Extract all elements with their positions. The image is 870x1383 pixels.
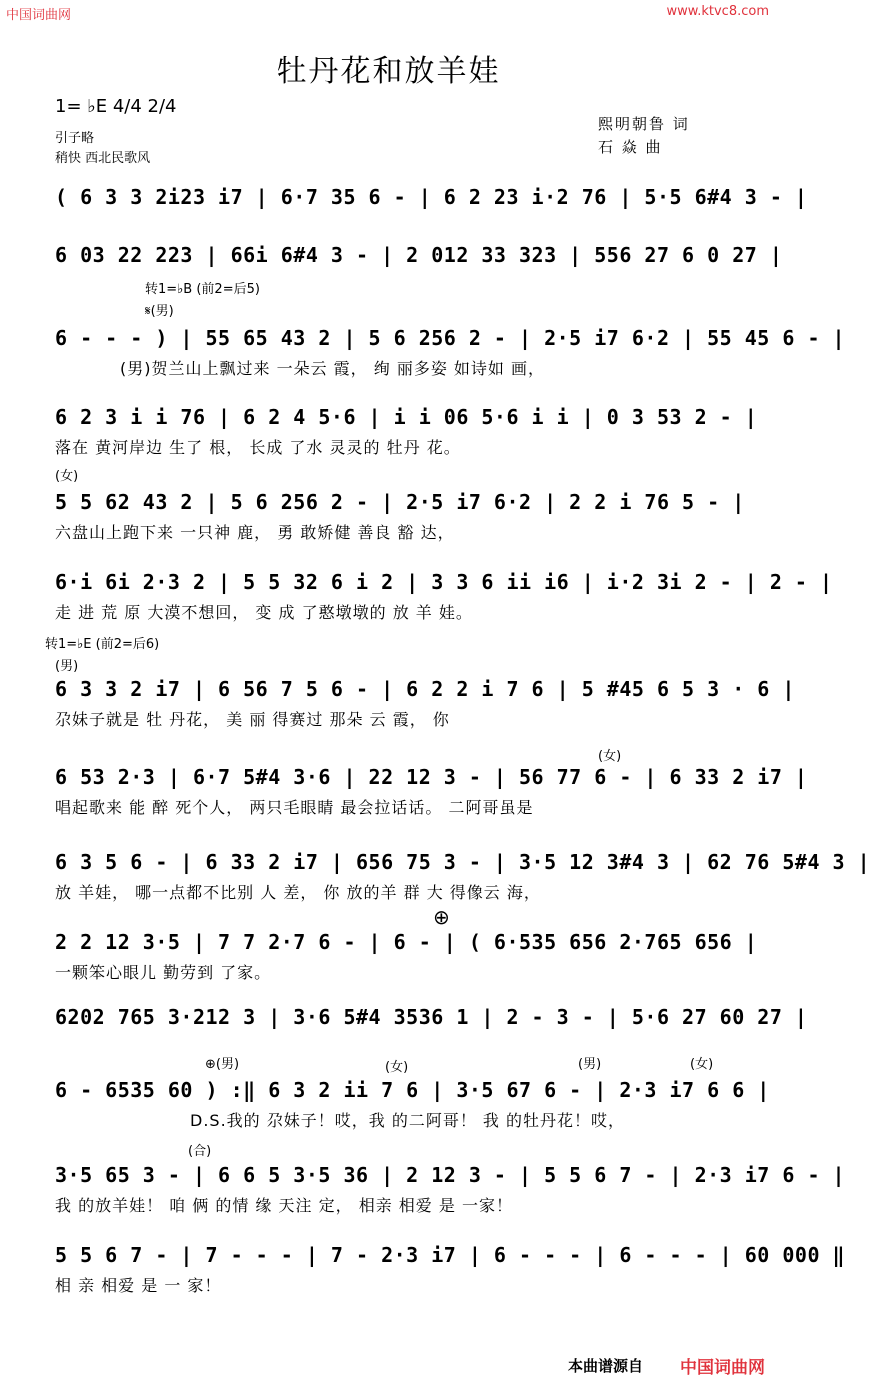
score-line-5-lyric: 六盘山上跑下来 一只神 鹿， 勇 敢矫健 善良 豁 达， xyxy=(55,523,455,542)
score-line-12-lyric: D.S.我的 尕妹子！哎，我 的二阿哥！ 我 的牡丹花！哎， xyxy=(190,1111,625,1130)
score-line-7-notes: 6 3 3 2 i7 | 6 56 7 5 6 - | 6 2 2 i 7 6 | 5 #45 6 5 3 · 6 | xyxy=(55,677,795,701)
composer-credit: 石 焱 曲 xyxy=(598,138,663,156)
footer-source-site: 中国词曲网 xyxy=(680,1358,765,1378)
score-line-7-lyric: 尕妹子就是 牡 丹花， 美 丽 得赛过 那朵 云 霞， 你 xyxy=(55,710,450,729)
score-line-10-notes: 2 2 12 3·5 | 7 7 2·7 6 - | 6 - | ( 6·535 656 2·765 656 | xyxy=(55,930,758,954)
score-line-10-lyric: 一颗笨心眼儿 勤劳到 了家。 xyxy=(55,963,272,982)
score-line-6-notes: 6·i 6i 2·3 2 | 5 5 32 6 i 2 | 3 3 6 ii i6 | i·2 3i 2 - | 2 - | xyxy=(55,570,833,594)
modulation-e-flat: 转1=♭E (前2=后6) xyxy=(45,637,160,652)
segno-male-marker: 𝄋(男) xyxy=(145,304,174,319)
score-line-12-notes: 6 - 6535 60 ) :‖ 6 3 2 ii 7 6 | 3·5 67 6 - | 2·3 i7 6 6 | xyxy=(55,1078,770,1102)
male-marker-2: (男) xyxy=(55,659,79,674)
score-line-13-lyric: 我 的放羊娃！ 咱 俩 的情 缘 天注 定， 相亲 相爱 是 一家！ xyxy=(55,1196,513,1215)
score-line-1-notes: ( 6 3 3 2i23 i7 | 6·7 35 6 - | 6 2 23 i·2 76 | 5·5 6#4 3 - | xyxy=(55,185,808,209)
female-marker-4: (女) xyxy=(690,1057,714,1072)
score-line-3-notes: 6 - - - ) | 55 65 43 2 | 5 6 256 2 - | 2·5 i7 6·2 | 55 45 6 - | xyxy=(55,326,846,350)
score-line-9-notes: 6 3 5 6 - | 6 33 2 i7 | 656 75 3 - | 3·5 12 3#4 3 | 62 76 5#4 3 | xyxy=(55,850,870,874)
score-line-13-notes: 3·5 65 3 - | 6 6 5 3·5 36 | 2 12 3 - | 5 5 6 7 - | 2·3 i7 6 - | xyxy=(55,1163,846,1187)
watermark-top-left: 中国词曲网 xyxy=(6,8,72,23)
intro-note: 引子略 xyxy=(55,131,95,146)
score-line-11-notes: 6202 765 3·212 3 | 3·6 5#4 3536 1 | 2 - 3 - | 5·6 27 60 27 | xyxy=(55,1005,808,1029)
score-line-8-lyric: 唱起歌来 能 醉 死个人， 两只毛眼睛 最会拉话话。 二阿哥虽是 xyxy=(55,798,534,817)
modulation-b-flat: 转1=♭B (前2=后5) xyxy=(145,282,260,297)
score-line-4-lyric: 落在 黄河岸边 生了 根， 长成 了水 灵灵的 牡丹 花。 xyxy=(55,438,461,457)
coda-male-marker: ⊕(男) xyxy=(205,1057,240,1072)
score-line-2-notes: 6 03 22 223 | 66i 6#4 3 - | 2 012 33 323 | 556 27 6 0 27 | xyxy=(55,243,783,267)
coda-sign-icon: ⊕ xyxy=(433,905,450,929)
female-marker-1: (女) xyxy=(55,469,79,484)
score-line-5-notes: 5 5 62 43 2 | 5 6 256 2 - | 2·5 i7 6·2 | 2 2 i 76 5 - | xyxy=(55,490,745,514)
score-line-3-lyric: (男)贺兰山上飘过来 一朵云 霞， 绚 丽多姿 如诗如 画， xyxy=(120,359,546,378)
chorus-marker: (合) xyxy=(188,1144,212,1159)
female-marker-2: (女) xyxy=(598,749,622,764)
score-line-4-notes: 6 2 3 i i 76 | 6 2 4 5·6 | i i 06 5·6 i i | 0 3 53 2 - | xyxy=(55,405,758,429)
score-line-9-lyric: 放 羊娃， 哪一点都不比别 人 差， 你 放的羊 群 大 得像云 海， xyxy=(55,883,541,902)
key-signature: 1= ♭E 4/4 2/4 xyxy=(55,96,177,117)
male-marker-3: (男) xyxy=(578,1057,602,1072)
footer-source-label: 本曲谱源自 xyxy=(568,1357,644,1375)
watermark-top-right: www.ktvc8.com xyxy=(666,4,769,19)
score-line-8-notes: 6 53 2·3 | 6·7 5#4 3·6 | 22 12 3 - | 56 77 6 - | 6 33 2 i7 | xyxy=(55,765,808,789)
song-title: 牡丹花和放羊娃 xyxy=(276,54,501,89)
score-line-6-lyric: 走 进 荒 原 大漠不想回， 变 成 了憨墩墩的 放 羊 娃。 xyxy=(55,603,473,622)
tempo-style: 稍快 西北民歌风 xyxy=(55,151,151,166)
female-marker-3: (女) xyxy=(385,1060,409,1075)
score-line-14-notes: 5 5 6 7 - | 7 - - - | 7 - 2·3 i7 | 6 - - - | 6 - - - | 60 000 ‖ xyxy=(55,1243,846,1267)
score-line-14-lyric: 相 亲 相爱 是 一 家！ xyxy=(55,1276,222,1295)
lyricist-credit: 熙明朝鲁 词 xyxy=(598,115,690,133)
